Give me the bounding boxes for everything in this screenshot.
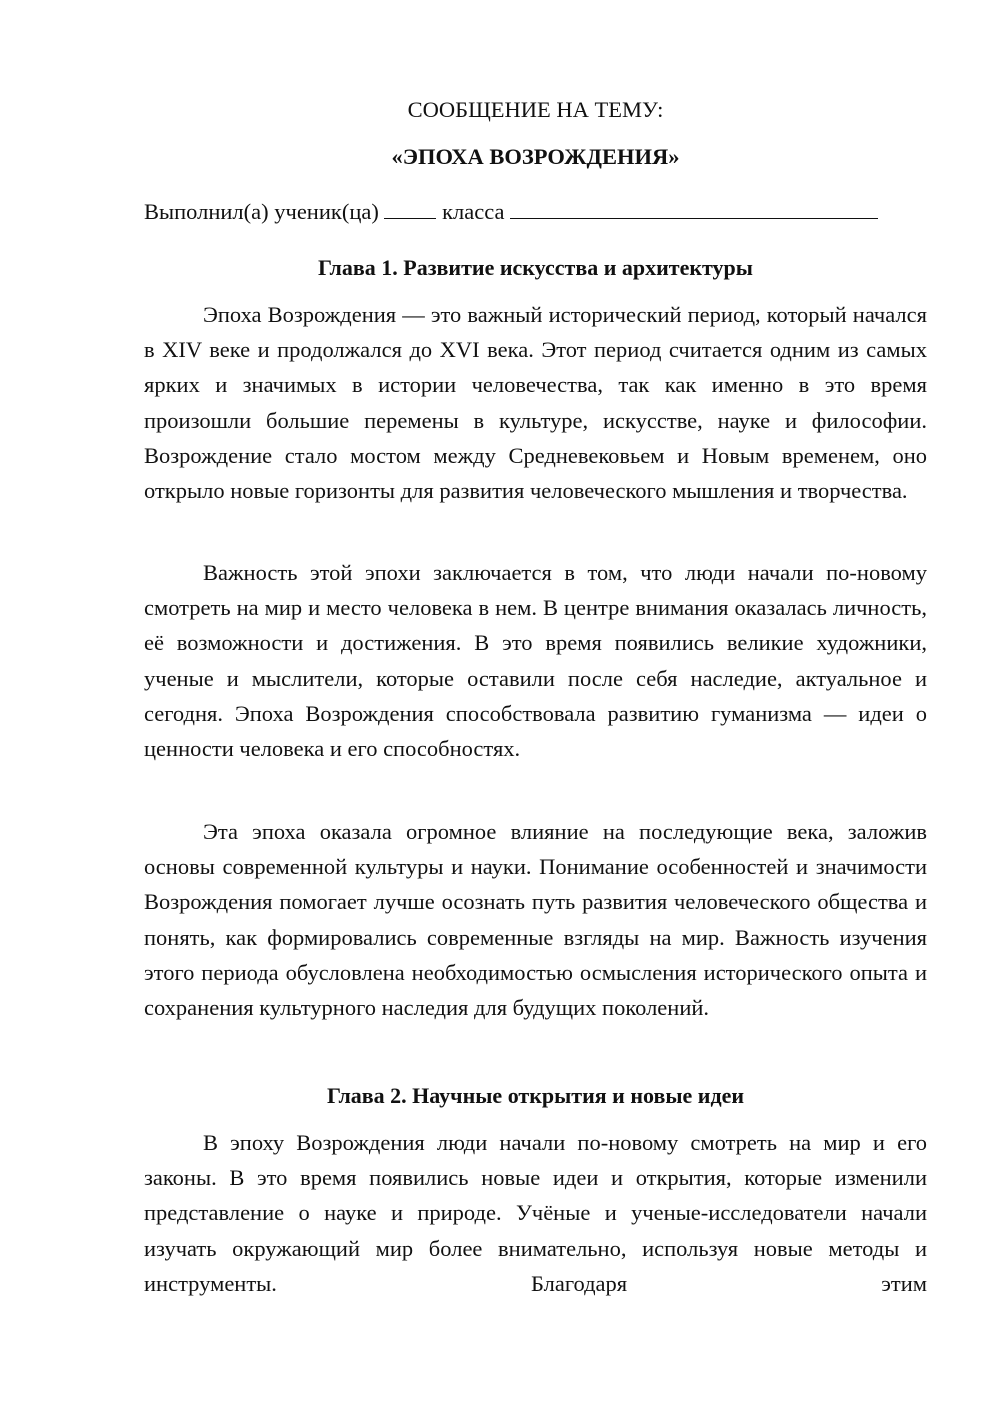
- chapter2-paragraph-1: В эпоху Возрождения люди начали по-новому смотреть на мир и его законы. В это время появились новые идеи и открытия, которые изменили представление о науке и природе. Учёные и ученые-исследователи начали изучать окружающий мир более внимательно, используя новые методы и инструменты. Благодаря этим: [144, 1130, 927, 1296]
- chapter1-paragraph-1: Эпоха Возрождения — это важный исторический период, который начался в XIV веке и продолжался до XVI века. Этот период считается одним из самых ярких и значимых в истории человечества, так как именно в это время произошли большие перемены в культуре, искусстве, науке и философии. Возрождение стало мостом между Средневековьем и Новым временем, оно открыло новые горизонты для развития человеческого мышления и творчества.: [144, 302, 927, 504]
- class-number-blank: [384, 196, 436, 219]
- chapter2-heading: Глава 2. Научные открытия и новые идеи: [326, 1083, 745, 1108]
- chapter1-paragraph-3: Эта эпоха оказала огромное влияние на последующие века, заложив основы современной культуры и науки. Понимание особенностей и значимости Возрождения помогает лучше осознать путь развития человеческого общества и понять, как формировались современные взгляды на мир. Важность изучения этого периода обусловлена необходимостью осмысления исторического опыта и сохранения культурного наследия для будущих поколений.: [144, 819, 927, 1021]
- class-letter-blank: [510, 196, 878, 219]
- author-class-label: класса: [442, 199, 505, 224]
- chapter1-heading: Глава 1. Развитие искусства и архитектуры: [318, 255, 753, 280]
- author-prefix: Выполнил(а) ученик(ца): [144, 199, 379, 224]
- author-line: [144, 196, 927, 227]
- document-title-topic: «ЭПОХА ВОЗРОЖДЕНИЯ»: [391, 144, 680, 169]
- document-title-line1: СООБЩЕНИЕ НА ТЕМУ:: [407, 97, 664, 122]
- chapter1-paragraph-2: Важность этой эпохи заключается в том, что люди начали по-новому смотреть на мир и место человека в нем. В центре внимания оказалась личность, её возможности и достижения. В это время появились великие художники, ученые и мыслители, которые оставили после себя наследие, актуальное и сегодня. Эпоха Возрождения способствовала развитию гуманизма — идеи о ценности человека и его способностях.: [144, 560, 927, 762]
